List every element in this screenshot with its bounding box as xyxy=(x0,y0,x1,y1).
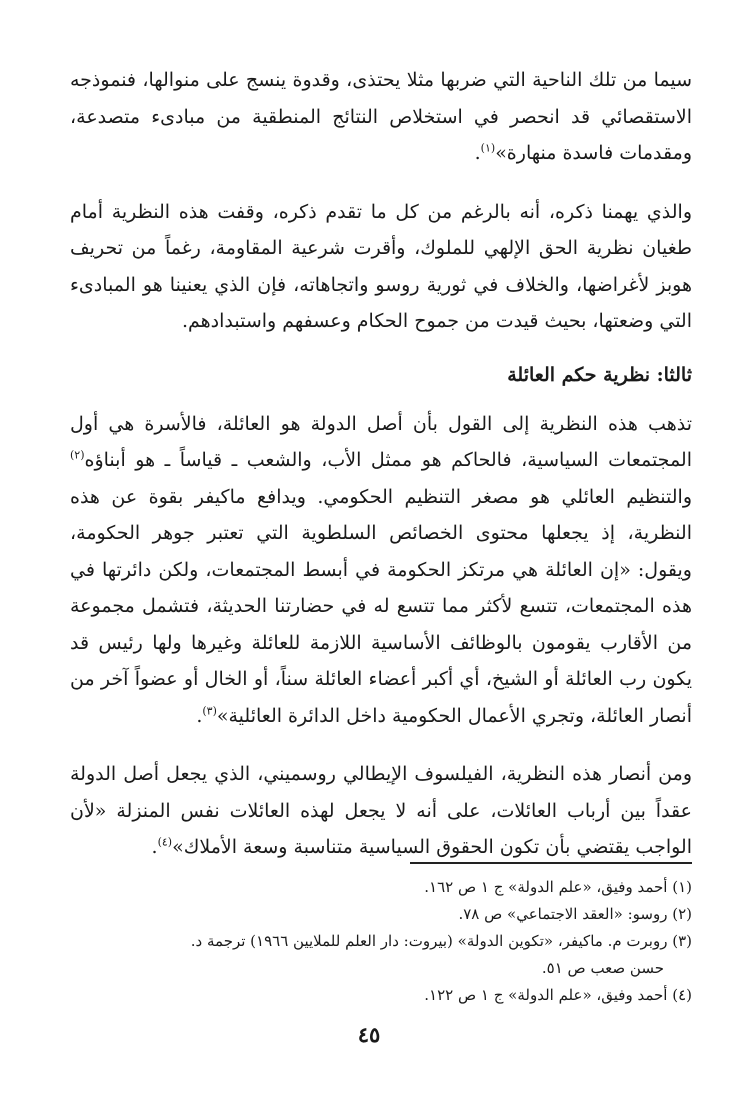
paragraph-1-text: سيما من تلك الناحية التي ضربها مثلا يحتذى، وقدوة ينسج على منوالها، فنموذجه الاستقصائي قد انحصر في استخلاص النتائج المنطقية من مبادىء متصدعة، ومقدمات فاسدة منهارة» xyxy=(70,69,692,164)
footnote-ref-4: (٤) xyxy=(157,835,173,849)
paragraph-4-text: ومن أنصار هذه النظرية، الفيلسوف الإيطالي روسميني، الذي يجعل أصل الدولة عقداً بين أرباب العائلات، على أنه لا يجعل لهذه العائلات نفس المنزلة «لأن الواجب يقتضي بأن تكون الحقوق السياسية متناسبة وسعة الأملاك» xyxy=(70,763,692,858)
paragraph-3-cont: والتنظيم العائلي هو مصغر التنظيم الحكومي. ويدافع ماكيفر بقوة عن هذه النظرية، إذ يجعلها محتوى الخصائص السلطوية التي تعتبر جوهر الحكومة، ويقول: «إن العائلة هي مرتكز الحكومة في أبسط المجتمعات، ولكن دائرتها في هذه المجتمعات، تتسع لأكثر مما تتسع له في حضارتنا الحديثة، فتشمل مجموعة من الأقارب يقومون بالوظائف الأساسية اللازمة للعائلة وغيرها ولها رئيس قد يكون رب العائلة أو الشيخ، أي أكبر أعضاء العائلة سناً، أو الخال أو عضواً آخر من أنصار العائلة، وتجري الأعمال الحكومية داخل الدائرة العائلية» xyxy=(70,485,692,727)
paragraph-3 xyxy=(70,406,692,735)
footnote-3-continued: حسن صعب ص ٥١. xyxy=(541,959,664,977)
footnote-ref-2: (٢) xyxy=(70,448,85,462)
page-number: ٤٥ xyxy=(357,1022,381,1047)
section-heading: ثالثا: نظرية حكم العائلة xyxy=(507,363,692,386)
sentence-end: . xyxy=(474,142,481,164)
paragraph-4 xyxy=(70,756,692,866)
footnote-2: (٢) روسو: «العقد الاجتماعي» ص ٧٨. xyxy=(458,905,692,923)
footnotes xyxy=(70,874,692,1009)
paragraph-2: والذي يهمنا ذكره، أنه بالرغم من كل ما تقدم ذكره، وقفت هذه النظرية أمام طغيان نظرية الحق الإلهي للملوك، وأقرت شرعية المقاومة، رغماً من تحريف هوبز لأغراضها، والخلاف في ثورية روسو واتجاهاته، فإن الذي يعنينا هو المبادىء التي وضعتها، بحيث قيدت من جموح الحكام وعسفهم واستبدادهم. xyxy=(70,200,692,332)
sentence-end: . xyxy=(196,704,203,727)
paragraph-1 xyxy=(70,62,692,172)
sentence-end: . xyxy=(151,836,158,858)
footnote-divider xyxy=(410,862,692,864)
footnote-ref-1: (١) xyxy=(480,141,496,155)
page-body xyxy=(70,62,692,866)
footnote-1: (١) أحمد وفيق، «علم الدولة» ج ١ ص ١٦٢. xyxy=(424,878,692,896)
paragraph-3-text: تذهب هذه النظرية إلى القول بأن أصل الدولة هو العائلة، فالأسرة هي أول المجتمعات السياسية، فالحاكم هو ممثل الأب، والشعب ـ قياساً ـ هو أبناؤه xyxy=(70,412,692,471)
footnote-4: (٤) أحمد وفيق، «علم الدولة» ج ١ ص ١٢٢. xyxy=(424,986,692,1004)
footnote-ref-3: (٣) xyxy=(202,704,217,718)
footnote-3: (٣) روبرت م. ماكيفر، «تكوين الدولة» (بيروت: دار العلم للملايين ١٩٦٦) ترجمة د. xyxy=(190,932,692,950)
